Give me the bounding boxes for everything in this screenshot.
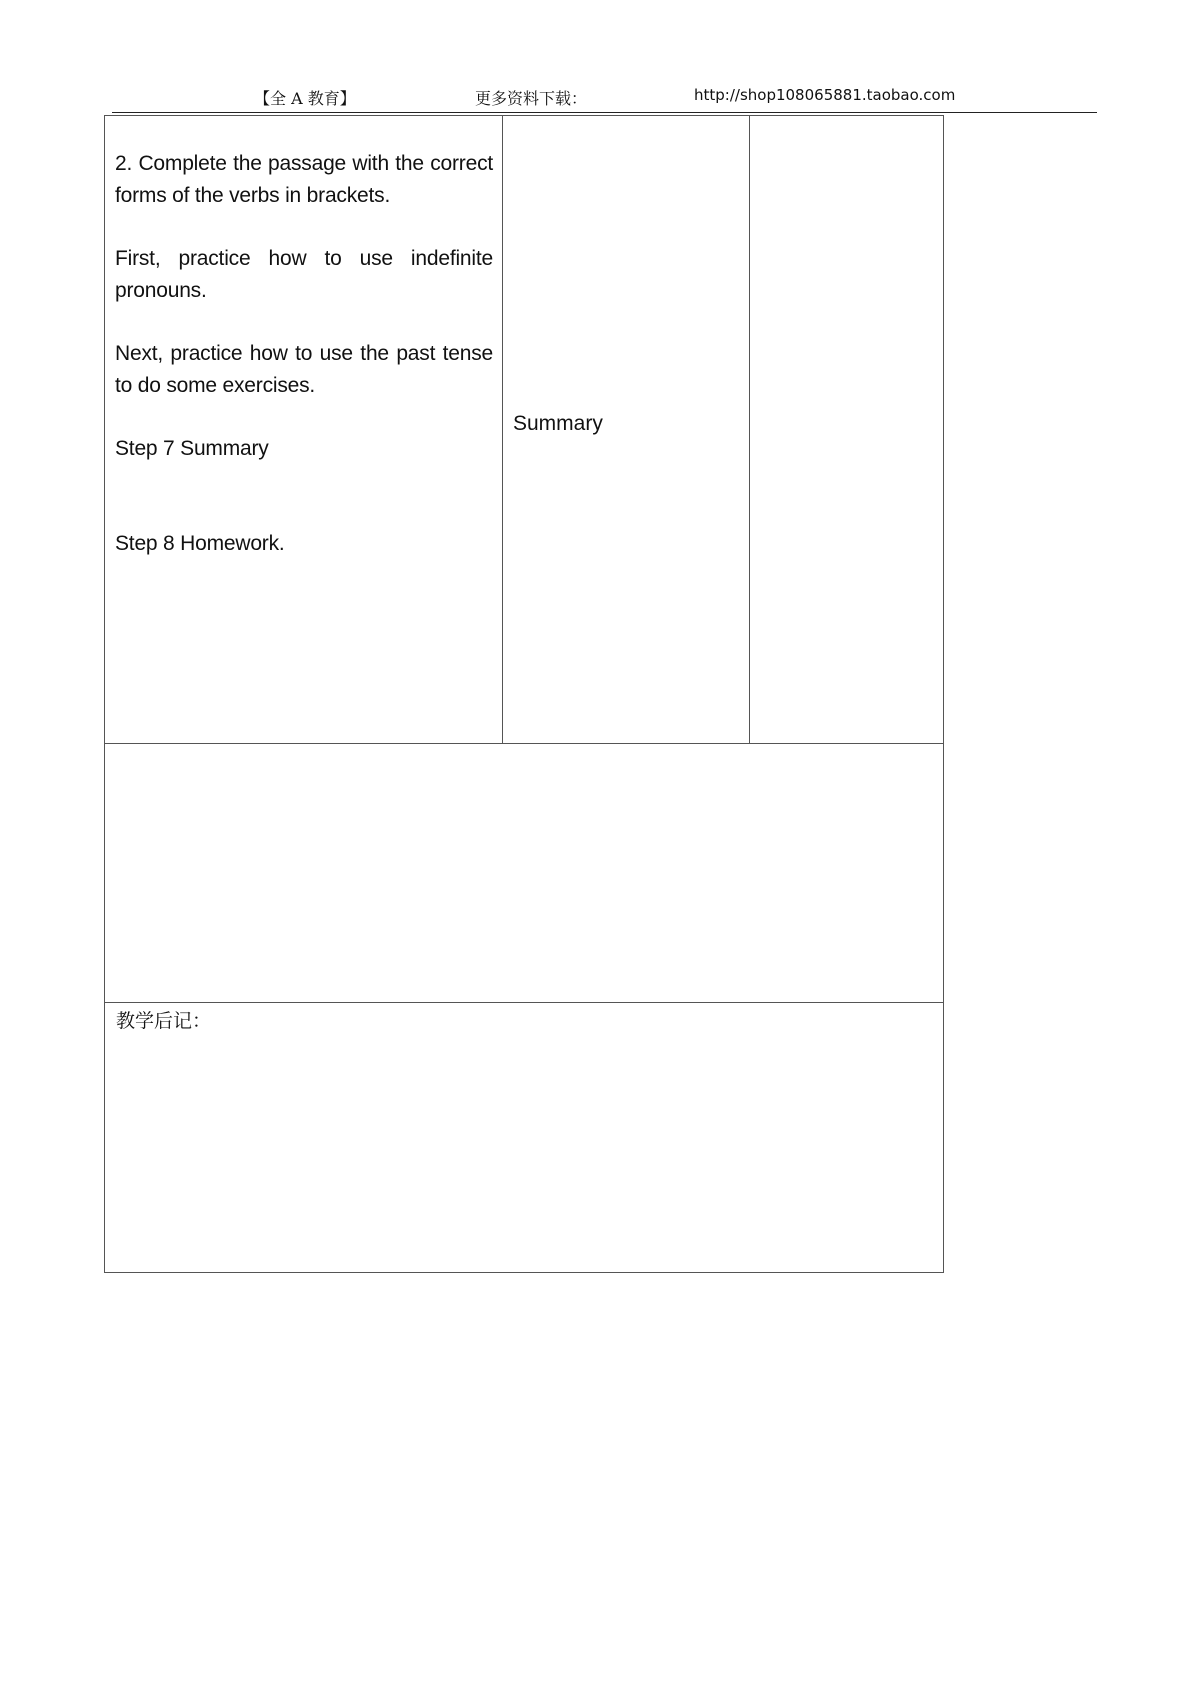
page-header bbox=[112, 84, 1097, 113]
column-divider bbox=[502, 116, 503, 743]
step-item-2: 2. Complete the passage with the correct forms of the verbs in brackets. bbox=[115, 152, 493, 207]
header-url[interactable]: http://shop108065881.taobao.com bbox=[694, 86, 956, 104]
purpose-summary: Summary bbox=[513, 412, 603, 435]
teaching-notes-label: 教学后记： bbox=[116, 1010, 212, 1032]
column-divider bbox=[749, 116, 750, 743]
step-next: Next, practice how to use the past tense to do some exercises. bbox=[115, 342, 493, 397]
row-divider bbox=[105, 743, 943, 744]
step-8-homework: Step 8 Homework. bbox=[115, 532, 285, 555]
row-divider bbox=[105, 1002, 943, 1003]
steps-cell bbox=[115, 148, 493, 560]
step-first: First, practice how to use indefinite pronouns. bbox=[115, 247, 493, 302]
lesson-plan-table bbox=[104, 115, 944, 1273]
header-more-downloads: 更多资料下载： bbox=[475, 89, 588, 108]
header-brand: 【全 A 教育】 bbox=[254, 89, 356, 108]
step-7-summary: Step 7 Summary bbox=[115, 437, 269, 460]
